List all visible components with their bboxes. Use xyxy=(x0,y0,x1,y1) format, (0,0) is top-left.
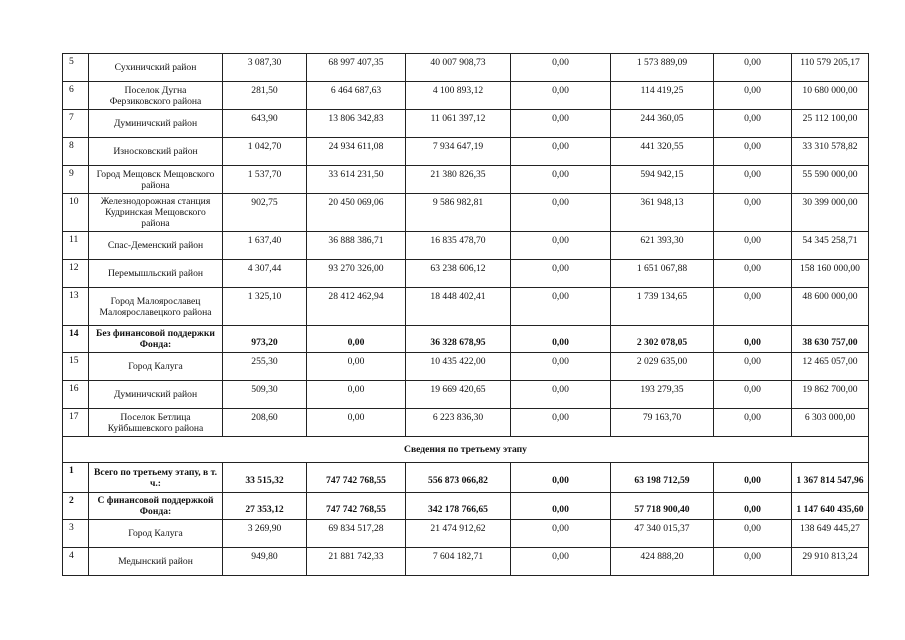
row-name: Город Мещовск Мещовского района xyxy=(89,166,223,194)
cell-other-amount: 114 419,25 xyxy=(611,82,714,110)
cell-other-amount: 621 393,30 xyxy=(611,232,714,260)
cell-local-amount: 0,00 xyxy=(511,463,611,493)
cell-regional-amount: 7 934 647,19 xyxy=(406,138,511,166)
cell-area: 255,30 xyxy=(223,353,307,381)
cell-regional-amount: 4 100 893,12 xyxy=(406,82,511,110)
row-number: 10 xyxy=(63,194,89,232)
cell-regional-amount: 21 474 912,62 xyxy=(406,520,511,548)
cell-local-amount: 0,00 xyxy=(511,381,611,409)
cell-extra-amount: 0,00 xyxy=(714,82,792,110)
row-name: Износковский район xyxy=(89,138,223,166)
cell-fund-amount: 68 997 407,35 xyxy=(307,54,406,82)
cell-area: 1 042,70 xyxy=(223,138,307,166)
cell-local-amount: 0,00 xyxy=(511,232,611,260)
cell-total-amount: 10 680 000,00 xyxy=(792,82,869,110)
cell-area: 4 307,44 xyxy=(223,260,307,288)
row-name: Всего по третьему этапу, в т. ч.: xyxy=(89,463,223,493)
row-name: Поселок Дугна Ферзиковского района xyxy=(89,82,223,110)
cell-other-amount: 193 279,35 xyxy=(611,381,714,409)
cell-fund-amount: 6 464 687,63 xyxy=(307,82,406,110)
cell-area: 509,30 xyxy=(223,381,307,409)
cell-extra-amount: 0,00 xyxy=(714,409,792,437)
table-row xyxy=(63,409,869,437)
cell-extra-amount: 0,00 xyxy=(714,54,792,82)
cell-fund-amount: 747 742 768,55 xyxy=(307,493,406,520)
cell-total-amount: 1 367 814 547,96 xyxy=(792,463,869,493)
cell-area: 27 353,12 xyxy=(223,493,307,520)
cell-total-amount: 48 600 000,00 xyxy=(792,288,869,326)
cell-extra-amount: 0,00 xyxy=(714,353,792,381)
row-name: Железнодорожная станция Кудринская Мещовского района xyxy=(89,194,223,232)
row-number: 9 xyxy=(63,166,89,194)
table-row xyxy=(63,326,869,353)
table-row xyxy=(63,166,869,194)
cell-local-amount: 0,00 xyxy=(511,82,611,110)
cell-fund-amount: 28 412 462,94 xyxy=(307,288,406,326)
table-row xyxy=(63,463,869,493)
row-number: 7 xyxy=(63,110,89,138)
cell-local-amount: 0,00 xyxy=(511,409,611,437)
table-row xyxy=(63,82,869,110)
cell-extra-amount: 0,00 xyxy=(714,288,792,326)
cell-regional-amount: 10 435 422,00 xyxy=(406,353,511,381)
cell-local-amount: 0,00 xyxy=(511,110,611,138)
cell-other-amount: 441 320,55 xyxy=(611,138,714,166)
table-row xyxy=(63,260,869,288)
cell-total-amount: 138 649 445,27 xyxy=(792,520,869,548)
cell-other-amount: 1 739 134,65 xyxy=(611,288,714,326)
row-number: 6 xyxy=(63,82,89,110)
row-number: 2 xyxy=(63,493,89,520)
cell-fund-amount: 20 450 069,06 xyxy=(307,194,406,232)
row-number: 5 xyxy=(63,54,89,82)
cell-fund-amount: 0,00 xyxy=(307,409,406,437)
table-row xyxy=(63,288,869,326)
cell-area: 643,90 xyxy=(223,110,307,138)
cell-area: 973,20 xyxy=(223,326,307,353)
cell-regional-amount: 9 586 982,81 xyxy=(406,194,511,232)
cell-area: 1 325,10 xyxy=(223,288,307,326)
cell-local-amount: 0,00 xyxy=(511,353,611,381)
row-number: 16 xyxy=(63,381,89,409)
row-name: Город Калуга xyxy=(89,520,223,548)
row-name: Сухиничский район xyxy=(89,54,223,82)
cell-other-amount: 47 340 015,37 xyxy=(611,520,714,548)
cell-total-amount: 30 399 000,00 xyxy=(792,194,869,232)
cell-other-amount: 1 651 067,88 xyxy=(611,260,714,288)
cell-extra-amount: 0,00 xyxy=(714,381,792,409)
row-number: 3 xyxy=(63,520,89,548)
cell-extra-amount: 0,00 xyxy=(714,110,792,138)
cell-other-amount: 244 360,05 xyxy=(611,110,714,138)
cell-area: 281,50 xyxy=(223,82,307,110)
row-number: 1 xyxy=(63,463,89,493)
table-body-bottom xyxy=(63,463,869,576)
cell-local-amount: 0,00 xyxy=(511,493,611,520)
cell-total-amount: 25 112 100,00 xyxy=(792,110,869,138)
table-row xyxy=(63,194,869,232)
table-row xyxy=(63,353,869,381)
cell-local-amount: 0,00 xyxy=(511,548,611,576)
cell-total-amount: 1 147 640 435,60 xyxy=(792,493,869,520)
cell-extra-amount: 0,00 xyxy=(714,138,792,166)
row-number: 11 xyxy=(63,232,89,260)
cell-area: 208,60 xyxy=(223,409,307,437)
cell-other-amount: 2 302 078,05 xyxy=(611,326,714,353)
table-row xyxy=(63,110,869,138)
cell-fund-amount: 21 881 742,33 xyxy=(307,548,406,576)
cell-other-amount: 594 942,15 xyxy=(611,166,714,194)
cell-other-amount: 57 718 900,40 xyxy=(611,493,714,520)
table-row xyxy=(63,548,869,576)
row-name: Медынский район xyxy=(89,548,223,576)
cell-total-amount: 6 303 000,00 xyxy=(792,409,869,437)
cell-other-amount: 1 573 889,09 xyxy=(611,54,714,82)
cell-total-amount: 33 310 578,82 xyxy=(792,138,869,166)
table-row xyxy=(63,493,869,520)
cell-total-amount: 12 465 057,00 xyxy=(792,353,869,381)
row-number: 4 xyxy=(63,548,89,576)
cell-extra-amount: 0,00 xyxy=(714,232,792,260)
cell-area: 949,80 xyxy=(223,548,307,576)
cell-fund-amount: 69 834 517,28 xyxy=(307,520,406,548)
cell-area: 1 537,70 xyxy=(223,166,307,194)
cell-local-amount: 0,00 xyxy=(511,194,611,232)
cell-extra-amount: 0,00 xyxy=(714,548,792,576)
cell-other-amount: 2 029 635,00 xyxy=(611,353,714,381)
cell-other-amount: 63 198 712,59 xyxy=(611,463,714,493)
cell-fund-amount: 13 806 342,83 xyxy=(307,110,406,138)
cell-regional-amount: 63 238 606,12 xyxy=(406,260,511,288)
cell-fund-amount: 0,00 xyxy=(307,353,406,381)
table-body-top xyxy=(63,54,869,437)
cell-local-amount: 0,00 xyxy=(511,288,611,326)
cell-total-amount: 110 579 205,17 xyxy=(792,54,869,82)
cell-regional-amount: 7 604 182,71 xyxy=(406,548,511,576)
cell-regional-amount: 19 669 420,65 xyxy=(406,381,511,409)
row-name: Город Малоярославец Малоярославецкого района xyxy=(89,288,223,326)
cell-fund-amount: 0,00 xyxy=(307,381,406,409)
section-header-body xyxy=(63,437,869,463)
table-row xyxy=(63,138,869,166)
cell-regional-amount: 16 835 478,70 xyxy=(406,232,511,260)
cell-other-amount: 361 948,13 xyxy=(611,194,714,232)
row-name: С финансовой поддержкой Фонда: xyxy=(89,493,223,520)
cell-regional-amount: 18 448 402,41 xyxy=(406,288,511,326)
cell-regional-amount: 11 061 397,12 xyxy=(406,110,511,138)
cell-regional-amount: 40 007 908,73 xyxy=(406,54,511,82)
row-number: 13 xyxy=(63,288,89,326)
row-name: Без финансовой поддержки Фонда: xyxy=(89,326,223,353)
cell-area: 3 087,30 xyxy=(223,54,307,82)
row-name: Думиничский район xyxy=(89,381,223,409)
cell-regional-amount: 36 328 678,95 xyxy=(406,326,511,353)
cell-regional-amount: 556 873 066,82 xyxy=(406,463,511,493)
cell-area: 3 269,90 xyxy=(223,520,307,548)
cell-total-amount: 55 590 000,00 xyxy=(792,166,869,194)
cell-fund-amount: 33 614 231,50 xyxy=(307,166,406,194)
cell-extra-amount: 0,00 xyxy=(714,493,792,520)
cell-area: 33 515,32 xyxy=(223,463,307,493)
cell-total-amount: 29 910 813,24 xyxy=(792,548,869,576)
cell-local-amount: 0,00 xyxy=(511,54,611,82)
row-number: 17 xyxy=(63,409,89,437)
row-name: Думиничский район xyxy=(89,110,223,138)
cell-local-amount: 0,00 xyxy=(511,138,611,166)
table-row xyxy=(63,381,869,409)
cell-extra-amount: 0,00 xyxy=(714,520,792,548)
cell-total-amount: 19 862 700,00 xyxy=(792,381,869,409)
row-number: 15 xyxy=(63,353,89,381)
row-number: 14 xyxy=(63,326,89,353)
cell-extra-amount: 0,00 xyxy=(714,194,792,232)
table-row xyxy=(63,520,869,548)
cell-local-amount: 0,00 xyxy=(511,260,611,288)
row-name: Поселок Бетлица Куйбышевского района xyxy=(89,409,223,437)
row-name: Перемышльский район xyxy=(89,260,223,288)
cell-area: 1 637,40 xyxy=(223,232,307,260)
cell-extra-amount: 0,00 xyxy=(714,166,792,194)
cell-total-amount: 158 160 000,00 xyxy=(792,260,869,288)
cell-total-amount: 54 345 258,71 xyxy=(792,232,869,260)
cell-fund-amount: 0,00 xyxy=(307,326,406,353)
cell-total-amount: 38 630 757,00 xyxy=(792,326,869,353)
row-number: 8 xyxy=(63,138,89,166)
section-title: Сведения по третьему этапу xyxy=(63,437,869,463)
table-row xyxy=(63,232,869,260)
cell-other-amount: 79 163,70 xyxy=(611,409,714,437)
cell-regional-amount: 6 223 836,30 xyxy=(406,409,511,437)
cell-fund-amount: 93 270 326,00 xyxy=(307,260,406,288)
cell-fund-amount: 36 888 386,71 xyxy=(307,232,406,260)
cell-other-amount: 424 888,20 xyxy=(611,548,714,576)
data-table xyxy=(62,53,869,576)
cell-local-amount: 0,00 xyxy=(511,520,611,548)
section-header-row xyxy=(63,437,869,463)
cell-fund-amount: 747 742 768,55 xyxy=(307,463,406,493)
row-name: Город Калуга xyxy=(89,353,223,381)
table-row xyxy=(63,54,869,82)
cell-area: 902,75 xyxy=(223,194,307,232)
cell-extra-amount: 0,00 xyxy=(714,463,792,493)
row-number: 12 xyxy=(63,260,89,288)
cell-regional-amount: 342 178 766,65 xyxy=(406,493,511,520)
row-name: Спас-Деменский район xyxy=(89,232,223,260)
cell-fund-amount: 24 934 611,08 xyxy=(307,138,406,166)
cell-local-amount: 0,00 xyxy=(511,166,611,194)
cell-local-amount: 0,00 xyxy=(511,326,611,353)
cell-regional-amount: 21 380 826,35 xyxy=(406,166,511,194)
cell-extra-amount: 0,00 xyxy=(714,260,792,288)
cell-extra-amount: 0,00 xyxy=(714,326,792,353)
